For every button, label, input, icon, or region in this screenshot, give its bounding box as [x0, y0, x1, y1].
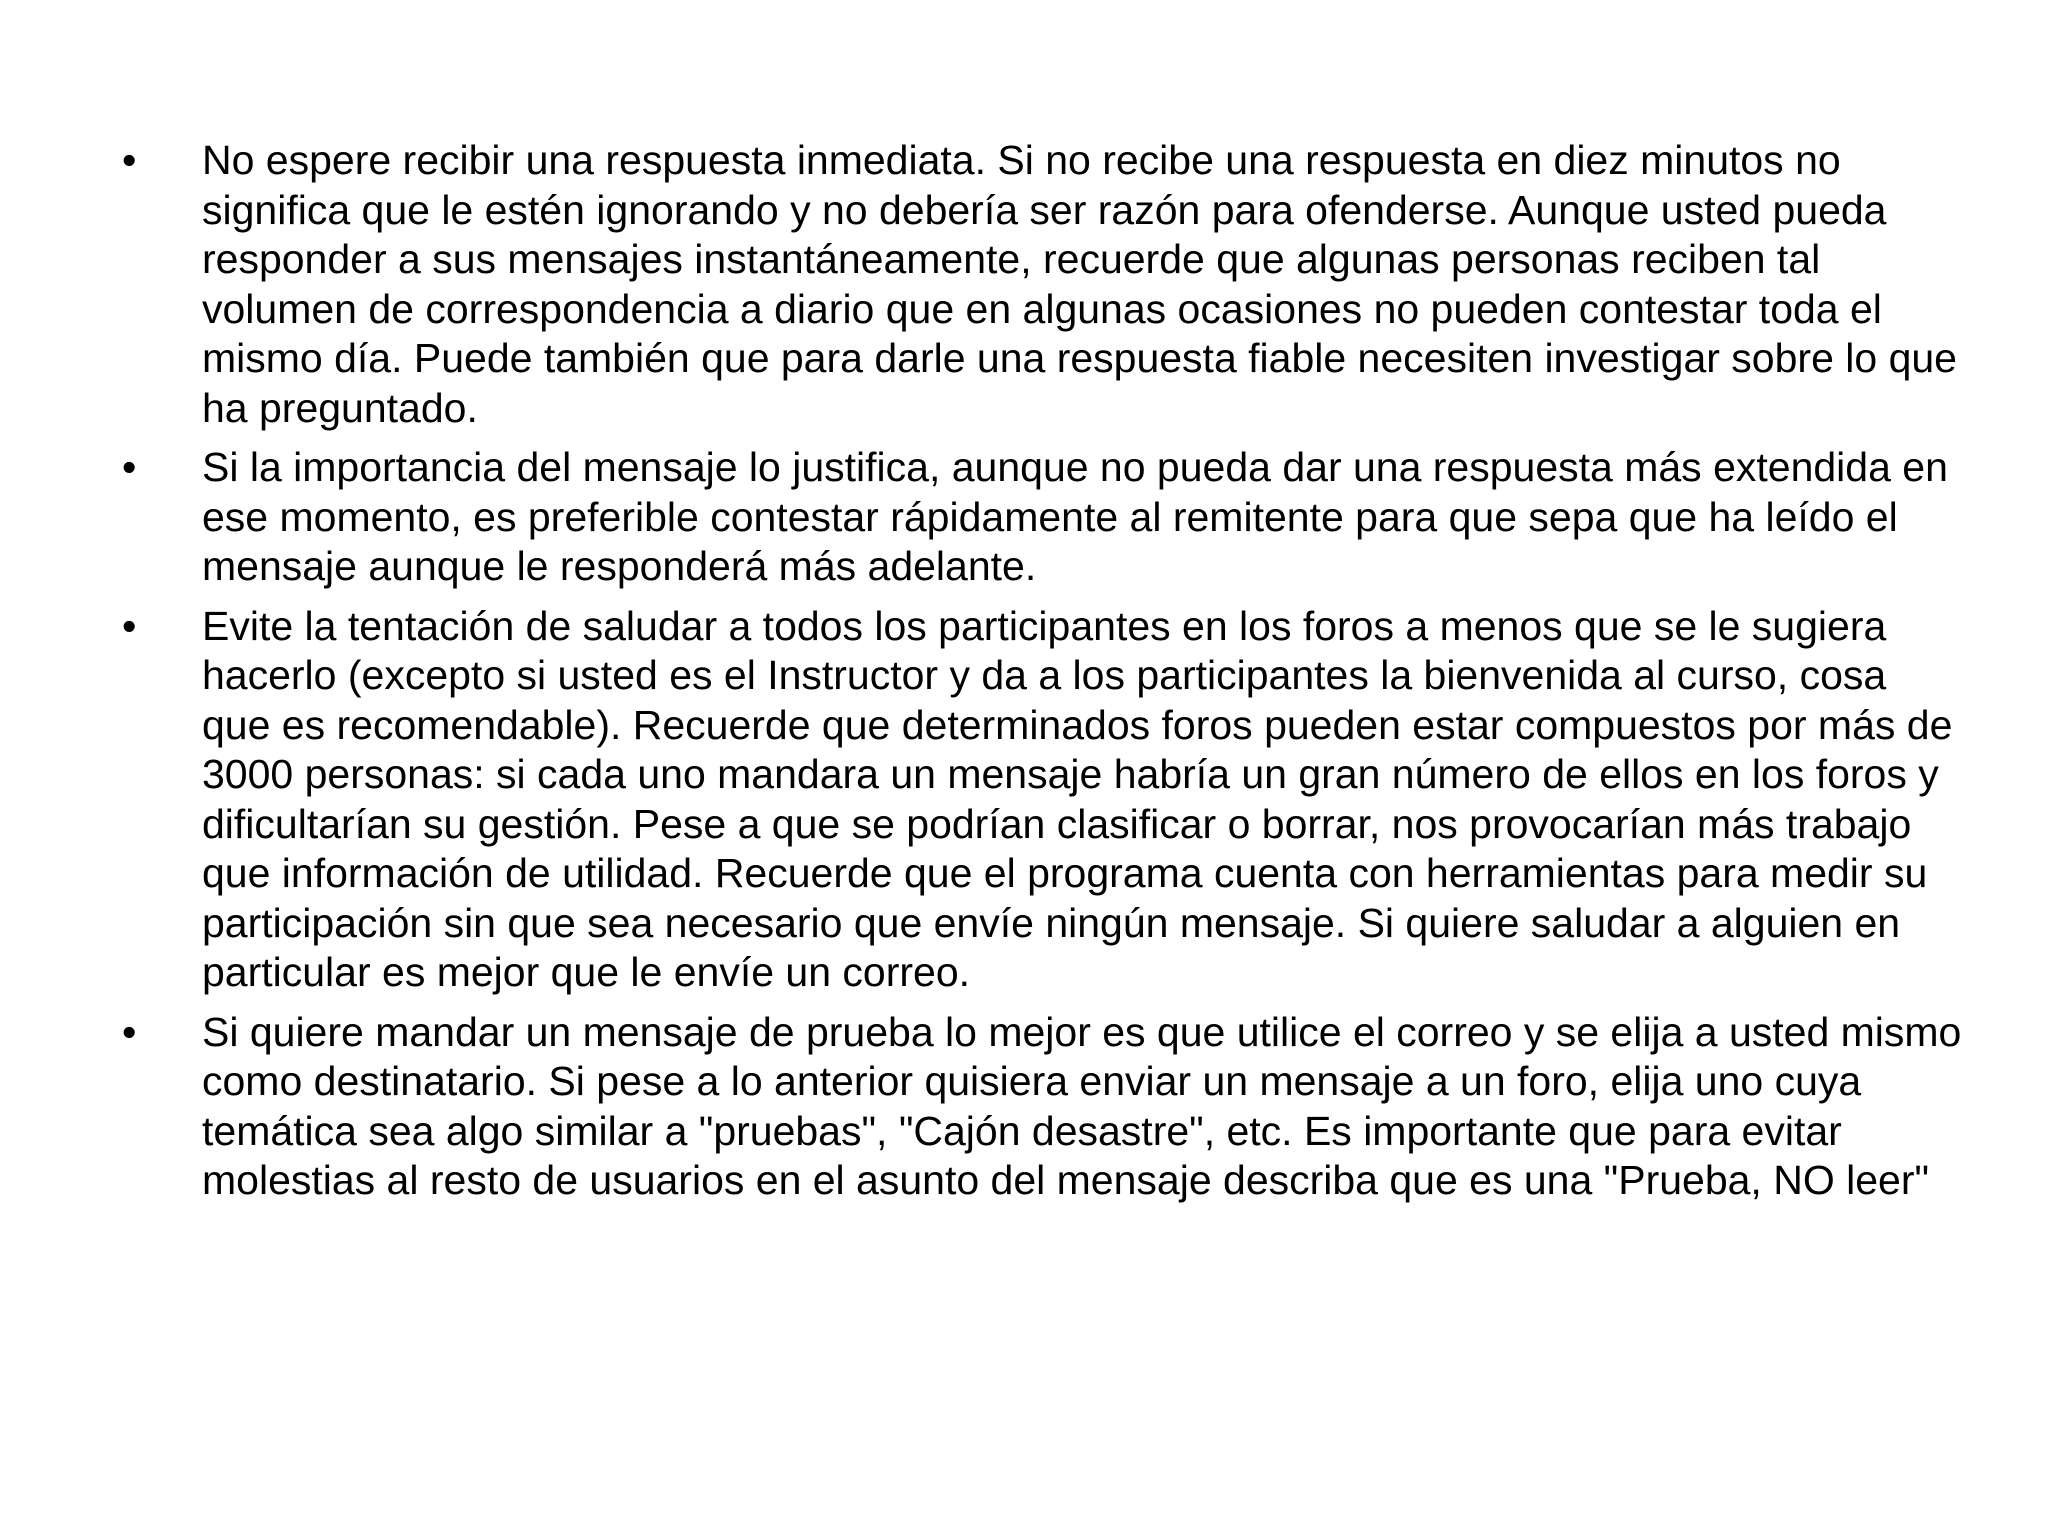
bullet-dot-icon: • [122, 602, 137, 649]
bullet-text-2: Si la importancia del mensaje lo justifica, aunque no pueda dar una respuesta más extendida en ese momento, es preferible contestar rápidamente al remitente para que sepa que ha leído el mensaje aunque le responderá más adelante. [202, 444, 1948, 589]
bullet-item-4 [122, 1008, 1962, 1206]
bullet-list [122, 136, 1962, 1216]
bullet-item-1 [122, 136, 1962, 433]
bullet-dot-icon: • [122, 1008, 137, 1055]
bullet-item-2 [122, 443, 1962, 592]
bullet-text-3: Evite la tentación de saludar a todos los participantes en los foros a menos que se le sugiera hacerlo (excepto si usted es el Instructor y da a los participantes la bienvenida al curso, cosa que es recomendable). Recuerde que determinados foros pueden estar compuestos por más de 3000 personas: si cada uno mandara un mensaje habría un gran número de ellos en los foros y dificultarían su gestión. Pese a que se podrían clasificar o borrar, nos provocarían más trabajo que información de utilidad. Recuerde que el programa cuenta con herramientas para medir su participación sin que sea necesario que envíe ningún mensaje. Si quiere saludar a alguien en particular es mejor que le envíe un correo. [202, 602, 1953, 995]
bullet-text-1: No espere recibir una respuesta inmediata. Si no recibe una respuesta en diez minutos no significa que le estén ignorando y no debería ser razón para ofenderse. Aunque usted pueda responder a sus mensajes instantáneamente, recuerde que algunas personas reciben tal volumen de correspondencia a diario que en algunas ocasiones no pueden contestar toda el mismo día. Puede también que para darle una respuesta fiable necesiten investigar sobre lo que ha preguntado. [202, 137, 1957, 431]
bullet-dot-icon: • [122, 444, 137, 490]
bullet-dot-icon: • [122, 137, 137, 183]
bullet-item-3 [122, 602, 1962, 998]
bullet-text-4: Si quiere mandar un mensaje de prueba lo mejor es que utilice el correo y se elija a usted mismo como destinatario. Si pese a lo anterior quisiera enviar un mensaje a un foro, elija uno cuya temática sea algo similar a "pruebas", "Cajón desastre", etc. Es importante que para evitar molestias al resto de usuarios en el asunto del mensaje describa que es una "Prueba, NO leer" [202, 1008, 1962, 1203]
